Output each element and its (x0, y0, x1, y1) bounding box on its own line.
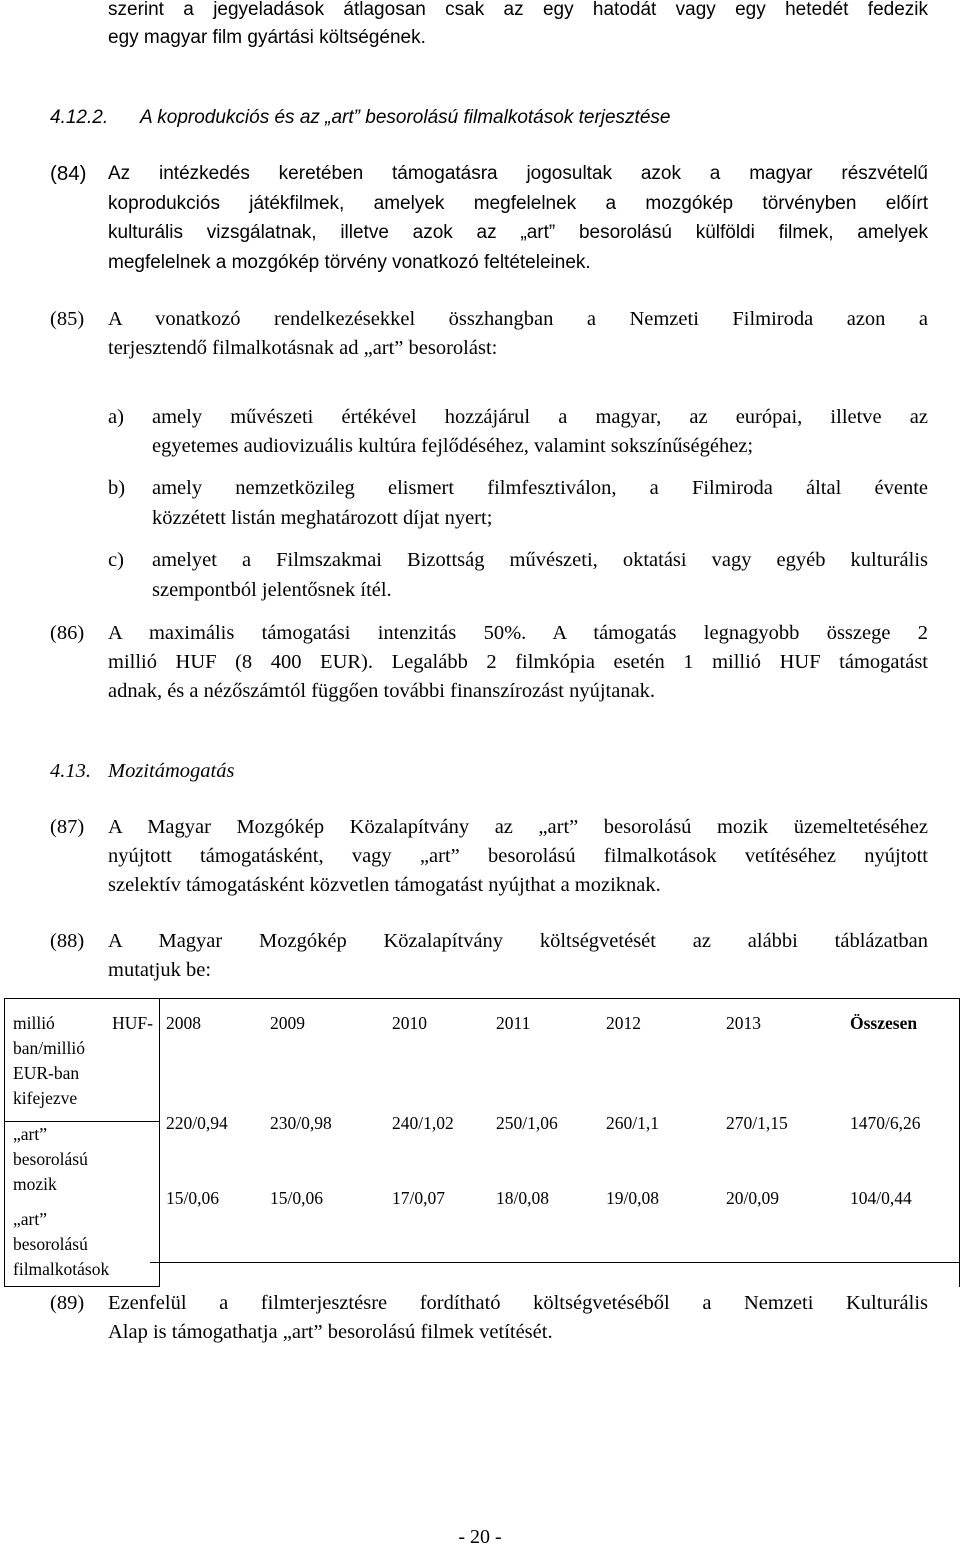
p87-line-2: nyújtott támogatásként, vagy „art” besorolású filmalkotások vetítéséhez nyújtott (108, 845, 928, 867)
unit-label-line-1: millió HUF- (13, 1013, 153, 1033)
row-label-line-2: besorolású (13, 1149, 88, 1169)
section-title-4-12-2: A koprodukciós és az „art” besorolású filmalkotások terjesztése (140, 107, 671, 128)
art-films-2011: 18/0,08 (496, 1188, 549, 1208)
year-2012: 2012 (606, 1013, 641, 1033)
row-label-line-3: mozik (13, 1174, 57, 1194)
list-item-b-line-1: amely nemzetközileg elismert filmfesztiválon, a Filmiroda által évente (152, 477, 928, 499)
art-cinemas-2008: 220/0,94 (166, 1113, 228, 1133)
section-number-4-12-2: 4.12.2. (50, 107, 109, 128)
p89-line-1: Ezenfelül a filmterjesztésre fordítható költségvetéséből a Nemzeti Kulturális (108, 1292, 928, 1314)
table-values-cell (160, 999, 960, 1287)
row-label-art-films (5, 1207, 160, 1287)
table-bottom-border (150, 1262, 960, 1263)
paragraph-number-86: (86) (50, 622, 85, 644)
p84-line-1: Az intézkedés keretében támogatásra jogosultak azok a magyar részvételű (108, 163, 928, 184)
list-item-a-line-2: egyetemes audiovizuális kultúra fejlődéséhez, valamint sokszínűségéhez; (152, 435, 754, 457)
art-cinemas-2011: 250/1,06 (496, 1113, 558, 1133)
art-cinemas-2012: 260/1,1 (606, 1113, 659, 1133)
paragraph-number-87: (87) (50, 816, 85, 838)
paragraph-number-89: (89) (50, 1292, 85, 1314)
p88-line-1: A Magyar Mozgókép Közalapítvány költségvetését az alábbi táblázatban (108, 930, 928, 952)
row-label-art-cinemas (5, 1122, 160, 1208)
paragraph-number-88: (88) (50, 930, 85, 952)
unit-label-line-3: EUR-ban (13, 1063, 80, 1083)
row-label-line-1: „art” (13, 1124, 47, 1144)
p84-line-3: kulturális vizsgálatnak, illetve azok az „art” besorolású külföldi filmek, amelyek (108, 222, 928, 243)
year-header-row (166, 1011, 955, 1111)
art-films-total: 104/0,44 (850, 1188, 912, 1208)
budget-table (4, 998, 960, 1287)
art-films-2013: 20/0,09 (726, 1188, 779, 1208)
table-row (166, 1186, 955, 1211)
page-number: - 20 - (458, 1526, 502, 1548)
art-cinemas-2009: 230/0,98 (270, 1113, 332, 1133)
p85-line-1: A vonatkozó rendelkezésekkel összhangban a Nemzeti Filmiroda azon a (108, 308, 928, 330)
p84-line-4: megfelelnek a mozgókép törvény vonatkozó feltételeinek. (108, 252, 591, 273)
row-label-line-3: filmalkotások (13, 1259, 110, 1279)
p84-line-2: koprodukciós játékfilmek, amelyek megfelelnek a mozgókép törvényben előírt (108, 193, 928, 214)
row-label-line-2: besorolású (13, 1234, 88, 1254)
p88-line-2: mutatjuk be: (108, 959, 212, 981)
art-films-2010: 17/0,07 (392, 1188, 445, 1208)
year-2011: 2011 (496, 1013, 531, 1033)
list-item-c-line-2: szempontból jelentősnek ítél. (152, 579, 392, 601)
unit-label-line-4: kifejezve (13, 1088, 78, 1108)
list-item-c-line-1: amelyet a Filmszakmai Bizottság művészeti, oktatási vagy egyéb kulturális (152, 549, 928, 571)
year-2008: 2008 (166, 1013, 201, 1033)
year-2010: 2010 (392, 1013, 427, 1033)
list-marker-b: b) (108, 477, 126, 499)
paragraph-number-85: (85) (50, 308, 85, 330)
art-films-2008: 15/0,06 (166, 1188, 219, 1208)
art-cinemas-total: 1470/6,26 (850, 1113, 921, 1133)
section-number-4-13: 4.13. (50, 760, 91, 782)
art-films-2012: 19/0,08 (606, 1188, 659, 1208)
art-films-2009: 15/0,06 (270, 1188, 323, 1208)
table-row (166, 1111, 955, 1186)
p87-line-1: A Magyar Mozgókép Közalapítvány az „art” besorolású mozik üzemeltetéséhez (108, 816, 928, 838)
section-title-4-13: Mozitámogatás (108, 760, 235, 782)
p86-line-2: millió HUF (8 400 EUR). Legalább 2 filmkópia esetén 1 millió HUF támogatást (108, 651, 928, 673)
p87-line-3: szelektív támogatásként közvetlen támogatást nyújthat a moziknak. (108, 874, 661, 896)
total-header: Összesen (850, 1013, 918, 1033)
p86-line-3: adnak, és a nézőszámtól függően további finanszírozást nyújtanak. (108, 680, 656, 702)
unit-label-line-2: ban/millió (13, 1038, 85, 1058)
table-header-row (5, 999, 960, 1122)
list-marker-a: a) (108, 406, 124, 428)
intro-line-1: szerint a jegyeladások átlagosan csak az egy hatodát vagy egy hetedét fedezik (108, 0, 928, 20)
art-cinemas-2010: 240/1,02 (392, 1113, 454, 1133)
intro-line-2: egy magyar film gyártási költségének. (108, 27, 426, 48)
p89-line-2: Alap is támogathatja „art” besorolású filmek vetítését. (108, 1321, 553, 1343)
row-label-line-1: „art” (13, 1209, 47, 1229)
p85-line-2: terjesztendő filmalkotásnak ad „art” besorolást: (108, 337, 498, 359)
list-item-b-line-2: közzétett listán meghatározott díjat nyert; (152, 507, 493, 529)
paragraph-number-84: (84) (50, 162, 87, 185)
year-2013: 2013 (726, 1013, 761, 1033)
list-marker-c: c) (108, 549, 124, 571)
year-2009: 2009 (270, 1013, 305, 1033)
table-unit-label-cell (5, 999, 160, 1122)
p86-line-1: A maximális támogatási intenzitás 50%. A támogatás legnagyobb összege 2 (108, 622, 928, 644)
list-item-a-line-1: amely művészeti értékével hozzájárul a magyar, az európai, illetve az (152, 406, 928, 428)
art-cinemas-2013: 270/1,15 (726, 1113, 788, 1133)
